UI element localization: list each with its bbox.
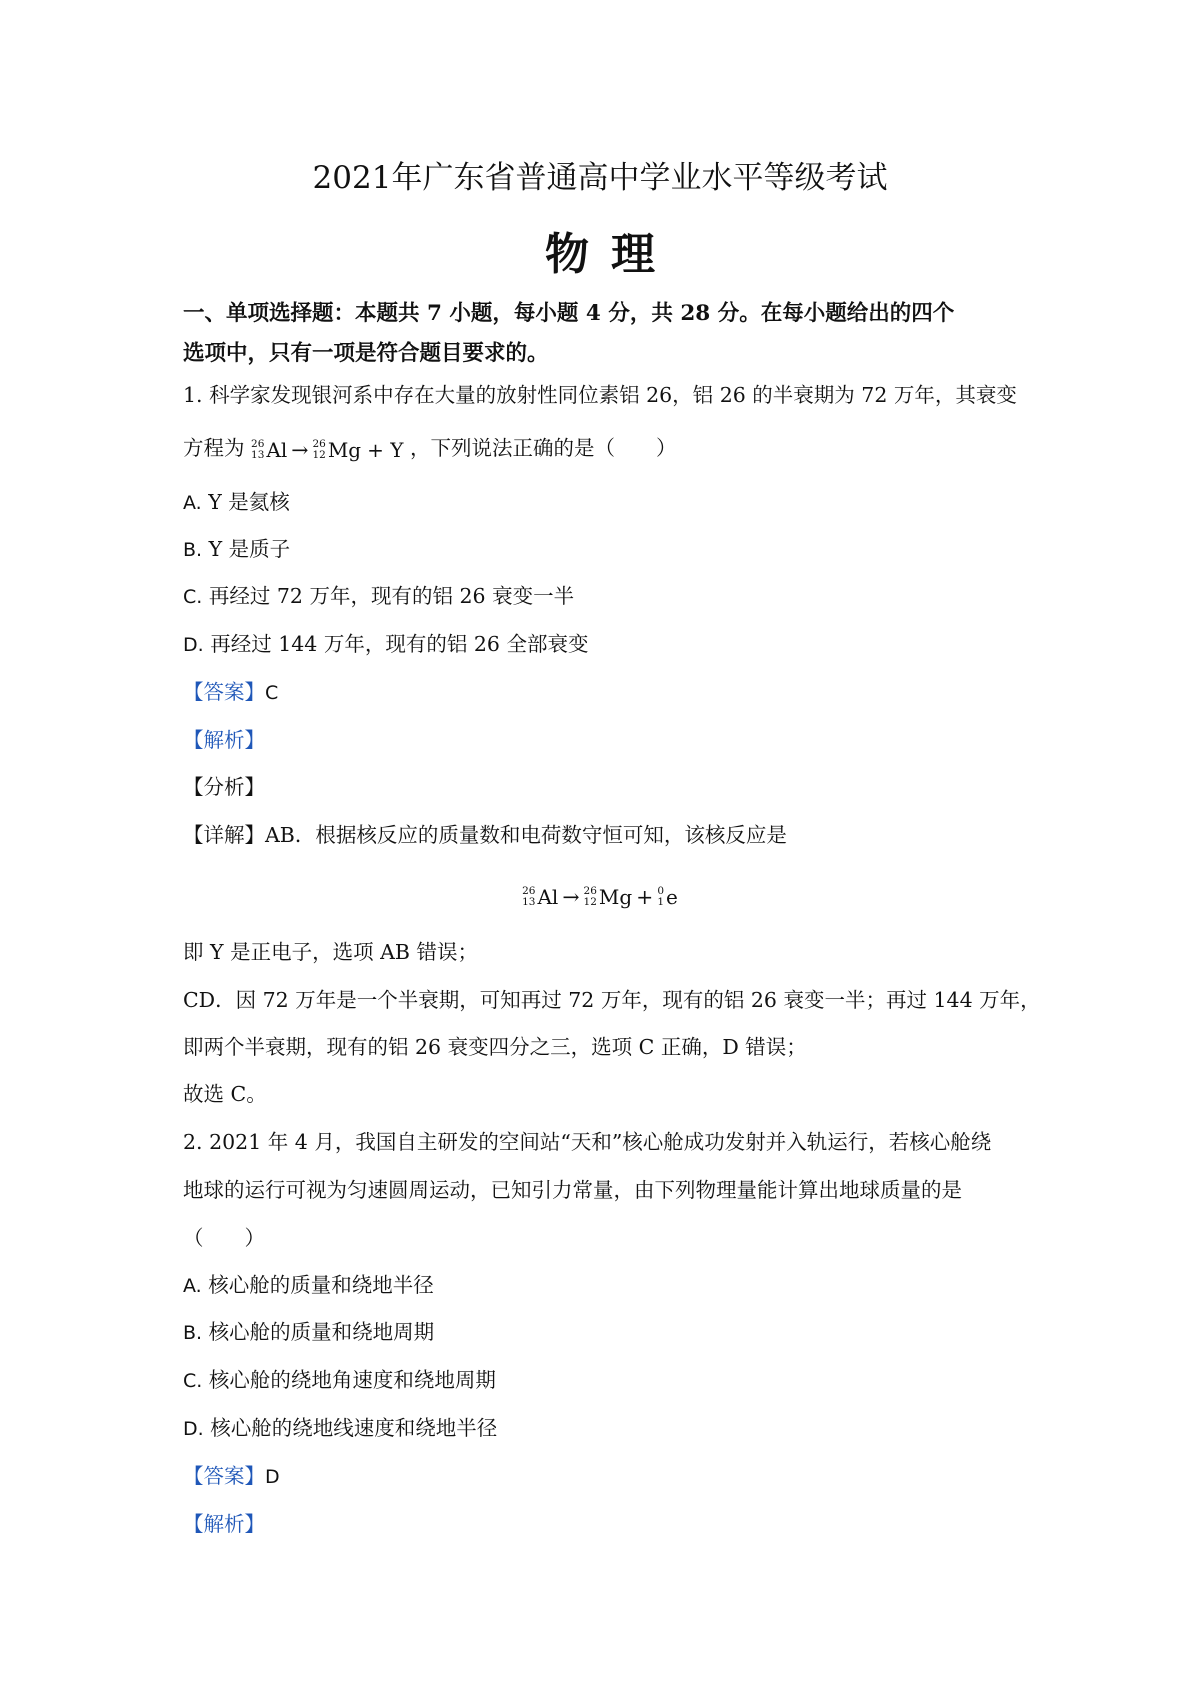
option-label: B. bbox=[183, 1322, 203, 1344]
plus-y: + Y bbox=[367, 437, 404, 462]
al-mass-number: 26 bbox=[522, 884, 536, 897]
e-symbol: e bbox=[666, 884, 678, 909]
section-heading-line2: 选项中，只有一项是符合题目要求的。 bbox=[183, 341, 549, 366]
q2-analysis-tag: 【解析】 bbox=[183, 1512, 265, 1536]
mg-mass-number: 26 bbox=[583, 884, 597, 897]
option-label: C. bbox=[183, 1370, 203, 1392]
q1-option-d bbox=[183, 630, 588, 659]
q1-answer bbox=[183, 678, 278, 707]
option-text: 核心舱的质量和绕地周期 bbox=[208, 1320, 435, 1344]
q1-analysis-tag: 【解析】 bbox=[183, 728, 265, 752]
option-text: Y 是质子 bbox=[208, 537, 291, 561]
q1-cd-line2: 即两个半衰期，现有的铝 26 衰变四分之三，选项 C 正确，D 错误； bbox=[183, 1035, 807, 1059]
q1-decay-equation bbox=[251, 436, 403, 464]
exam-title: 2021年广东省普通高中学业水平等级考试 bbox=[312, 160, 888, 196]
subject-title: 物理 bbox=[545, 229, 677, 280]
mg-mass-number: 26 bbox=[312, 437, 326, 450]
al-isotope-numbers bbox=[251, 439, 264, 461]
e-mass-number: 0 bbox=[657, 884, 665, 897]
e-atomic-number: 1 bbox=[657, 895, 665, 908]
q1-after-formula: 即 Y 是正电子，选项 AB 错误； bbox=[183, 940, 478, 964]
q2-stem-line3: （ ） bbox=[183, 1226, 265, 1250]
q1-option-b bbox=[183, 535, 290, 564]
option-text: 核心舱的绕地角速度和绕地周期 bbox=[208, 1368, 496, 1392]
q1-cd-line1: CD．因 72 万年是一个半衰期，可知再过 72 万年，现有的铝 26 衰变一半；再过 144 万年， bbox=[183, 988, 1041, 1012]
e-isotope-numbers bbox=[657, 886, 664, 908]
answer-value: C bbox=[265, 682, 279, 704]
q1-fenxi-tag: 【分析】 bbox=[183, 775, 265, 799]
section-heading-line1: 一、单项选择题：本题共 7 小题，每小题 4 分，共 28 分。在每小题给出的四个 bbox=[183, 301, 955, 326]
al-symbol: Al bbox=[537, 884, 559, 909]
q1-stem-prefix: 方程为 bbox=[183, 436, 245, 460]
option-text: 再经过 72 万年，现有的铝 26 衰变一半 bbox=[208, 584, 575, 608]
al-atomic-number: 13 bbox=[251, 448, 265, 461]
reaction-arrow: → bbox=[291, 437, 309, 462]
option-label: A. bbox=[183, 1275, 202, 1297]
q2-stem-line2: 地球的运行可视为匀速圆周运动，已知引力常量，由下列物理量能计算出地球质量的是 bbox=[183, 1178, 962, 1202]
option-label: D. bbox=[183, 1418, 204, 1440]
q2-option-a bbox=[183, 1271, 434, 1300]
detail-tag: 【详解】 bbox=[183, 823, 265, 847]
q2-option-b bbox=[183, 1318, 434, 1347]
mg-atomic-number: 12 bbox=[312, 448, 326, 461]
q1-option-a bbox=[183, 488, 290, 517]
option-text: 再经过 144 万年，现有的铝 26 全部衰变 bbox=[210, 632, 589, 656]
q1-option-c bbox=[183, 582, 574, 611]
mg-isotope-numbers bbox=[312, 439, 325, 461]
q1-conclusion: 故选 C。 bbox=[183, 1082, 267, 1106]
q2-option-c bbox=[183, 1366, 496, 1395]
answer-value: D bbox=[265, 1466, 280, 1488]
q1-stem-line2 bbox=[183, 434, 676, 464]
option-label: B. bbox=[183, 539, 203, 561]
mg-isotope-numbers bbox=[584, 886, 597, 908]
option-label: D. bbox=[183, 634, 204, 656]
option-text: 核心舱的质量和绕地半径 bbox=[208, 1273, 434, 1297]
option-label: A. bbox=[183, 492, 202, 514]
mg-symbol: Mg bbox=[327, 437, 362, 462]
q2-answer bbox=[183, 1462, 280, 1491]
reaction-arrow: → bbox=[562, 884, 580, 909]
q1-detail bbox=[183, 821, 787, 849]
al-atomic-number: 13 bbox=[522, 895, 536, 908]
mg-symbol: Mg bbox=[598, 884, 633, 909]
q2-stem-line1: 2. 2021 年 4 月，我国自主研发的空间站“天和”核心舱成功发射并入轨运行，若核心舱绕 bbox=[183, 1130, 992, 1154]
al-mass-number: 26 bbox=[251, 437, 265, 450]
option-text: Y 是氦核 bbox=[208, 490, 290, 514]
answer-tag: 【答案】 bbox=[183, 680, 265, 704]
al-isotope-numbers bbox=[522, 886, 535, 908]
detail-text: AB．根据核反应的质量数和电荷数守恒可知，该核反应是 bbox=[265, 823, 787, 847]
formula-nuclear-equation bbox=[522, 882, 678, 912]
q1-reaction-formula bbox=[0, 880, 1200, 912]
q2-option-d bbox=[183, 1414, 497, 1443]
answer-tag: 【答案】 bbox=[183, 1464, 265, 1488]
option-label: C. bbox=[183, 586, 203, 608]
q1-stem-line1: 1. 科学家发现银河系中存在大量的放射性同位素铝 26，铝 26 的半衰期为 72 万年，其衰变 bbox=[183, 383, 1017, 407]
option-text: 核心舱的绕地线速度和绕地半径 bbox=[210, 1416, 498, 1440]
mg-atomic-number: 12 bbox=[583, 895, 597, 908]
q1-stem-suffix: ，下列说法正确的是（ ） bbox=[409, 436, 677, 460]
al-symbol: Al bbox=[266, 437, 288, 462]
plus-sign: + bbox=[636, 884, 654, 909]
